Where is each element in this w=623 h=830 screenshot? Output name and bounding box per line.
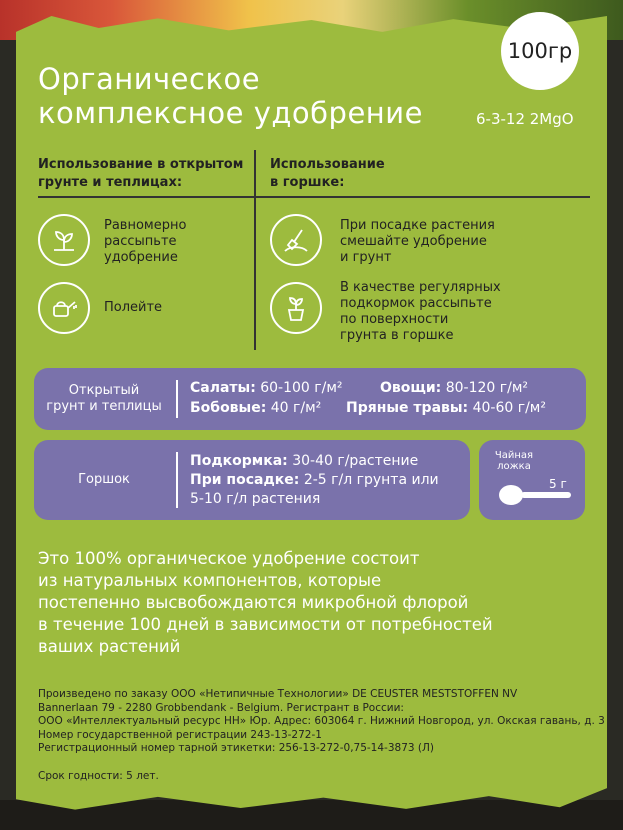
teaspoon-label: Чайная ложка bbox=[494, 450, 534, 472]
teaspoon-box bbox=[479, 440, 585, 520]
shelf-life: Срок годности: 5 лет. bbox=[38, 770, 159, 782]
outdoor-dosage-row-2b: Пряные травы: 40-60 г/м² bbox=[346, 400, 546, 416]
potted-plant-icon bbox=[270, 282, 322, 334]
outdoor-dosage-row-1: Салаты: 60-100 г/м² bbox=[190, 380, 343, 396]
outdoor-dosage-row-2: Бобовые: 40 г/м² bbox=[190, 400, 322, 416]
outdoor-dosage-row-1b: Овощи: 80-120 г/м² bbox=[380, 380, 528, 396]
outdoor-step-2-text: Полейте bbox=[104, 300, 163, 315]
product-description: Это 100% органическое удобрение состоит из натуральных компонентов, которые постепенно высвобождаются микробной флорой в течение 100 дней в зависимости от потребностей ваших растений bbox=[38, 549, 493, 656]
pot-usage-heading: Использование в горшке: bbox=[270, 157, 385, 190]
npk-formula: 6-3-12 2MgO bbox=[476, 110, 574, 128]
pot-step-2-text: В качестве регулярных подкормок рассыпьте по поверхности грунта в горшке bbox=[340, 280, 501, 343]
pot-dosage-separator bbox=[176, 452, 178, 508]
outdoor-dosage-separator bbox=[176, 380, 178, 418]
column-divider bbox=[254, 150, 256, 350]
heading-divider bbox=[38, 196, 590, 198]
pot-dosage-row-3: 5-10 г/л растения bbox=[190, 491, 321, 507]
outdoor-step-1-text: Равномерно рассыпьте удобрение bbox=[104, 218, 187, 265]
sowing-plant-icon bbox=[38, 214, 90, 266]
teaspoon-icon bbox=[495, 480, 575, 510]
pot-dosage-row-1: Подкормка: 30-40 г/растение bbox=[190, 453, 419, 469]
teaspoon-size: 5 г bbox=[549, 477, 567, 491]
legal-info: Произведено по заказу ООО «Нетипичные Технологии» DE CEUSTER MESTSTOFFEN NV Bannerlaan 79 - 2280 Grobbendank - Belgium. Регистрант в России: ООО «Интеллектуальный ресурс НН» Юр. Адрес: 603064 г. Нижний Новгород, ул. Окская гавань, д. 3 Номер государственной регистрации 243-13-272-1 Регистрационный номер тарной этикетки: 256-13-272-0,75-14-3873 (Л) bbox=[38, 688, 605, 754]
watering-can-icon bbox=[38, 282, 90, 334]
trowel-soil-icon bbox=[270, 214, 322, 266]
pot-step-1-text: При посадке растения смешайте удобрение и грунт bbox=[340, 218, 495, 265]
pot-dosage-label: Горшок bbox=[78, 472, 130, 487]
outdoor-dosage-label: Открытый грунт и теплицы bbox=[46, 383, 162, 414]
outdoor-usage-heading: Использование в открытом грунте и теплицах: bbox=[38, 157, 244, 190]
weight-badge: 100гр bbox=[501, 12, 579, 90]
product-title: Органическое комплексное удобрение bbox=[38, 62, 423, 130]
pot-dosage-row-2: При посадке: 2-5 г/л грунта или bbox=[190, 472, 439, 488]
